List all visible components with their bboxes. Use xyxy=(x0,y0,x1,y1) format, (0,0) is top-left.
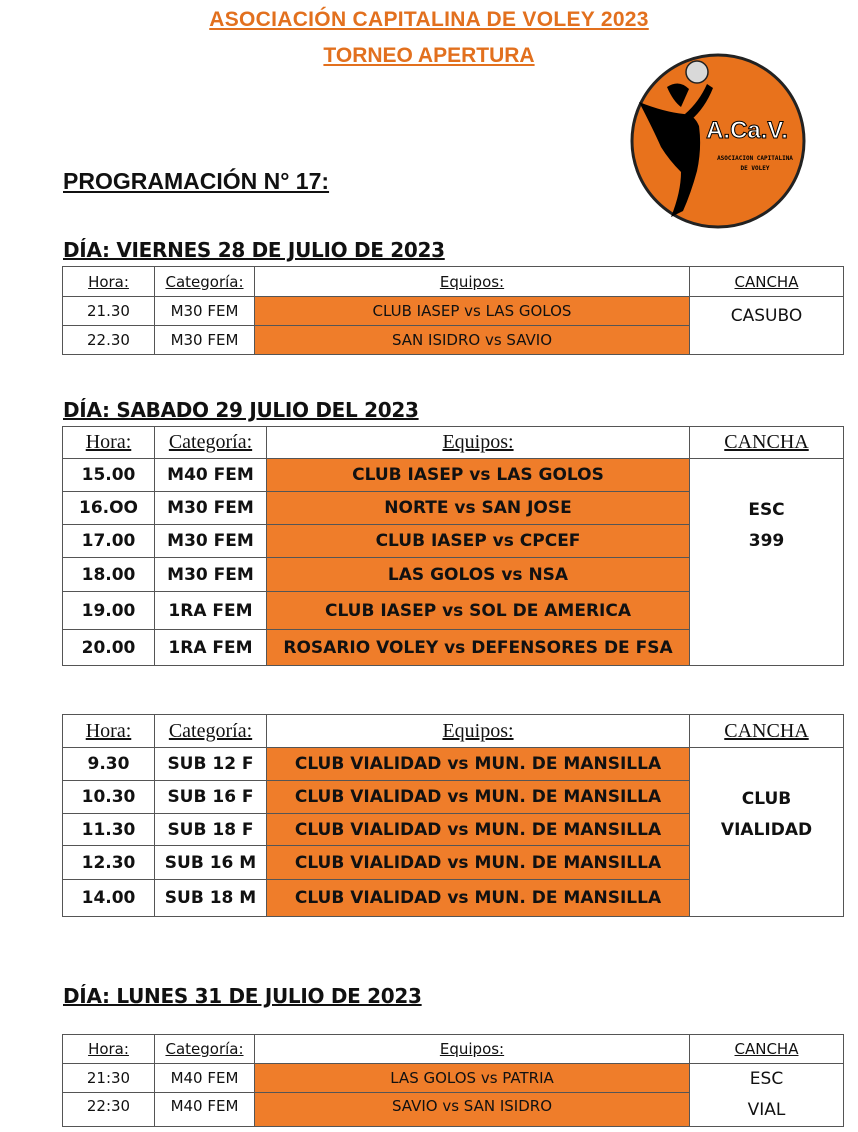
col-cancha: CANCHA xyxy=(690,427,844,459)
table-row xyxy=(63,748,844,781)
programacion-heading: PROGRAMACIÓN N° 17: xyxy=(63,168,330,194)
equipos-cell: LAS GOLOS vs PATRIA xyxy=(255,1064,690,1093)
cancha-line: VIAL xyxy=(747,1100,786,1120)
day-heading-lunes: DÍA: LUNES 31 DE JULIO DE 2023 xyxy=(63,984,422,1008)
col-equipos: Equipos: xyxy=(255,1035,690,1064)
col-categoria: Categoría: xyxy=(155,267,255,297)
categoria-cell: M30 FEM xyxy=(155,558,267,592)
equipos-cell: CLUB VIALIDAD vs MUN. DE MANSILLA xyxy=(267,846,690,880)
hora-cell: 15.00 xyxy=(63,459,155,492)
col-equipos: Equipos: xyxy=(267,427,690,459)
categoria-cell: M30 FEM xyxy=(155,492,267,525)
cancha-cell xyxy=(690,459,844,666)
hora-cell: 19.00 xyxy=(63,592,155,630)
schedule-table-viernes xyxy=(62,266,844,355)
schedule-table-lunes xyxy=(62,1034,844,1127)
col-cancha: CANCHA xyxy=(690,715,844,748)
col-hora: Hora: xyxy=(63,715,155,748)
col-cancha: CANCHA xyxy=(690,267,844,297)
hora-cell: 11.30 xyxy=(63,814,155,846)
hora-cell: 20.00 xyxy=(63,630,155,666)
col-categoria: Categoría: xyxy=(155,715,267,748)
hora-cell: 21.30 xyxy=(63,297,155,326)
table-row xyxy=(63,297,844,326)
categoria-cell: M40 FEM xyxy=(155,459,267,492)
cancha-cell xyxy=(690,297,844,355)
hora-cell: 21:30 xyxy=(63,1064,155,1093)
categoria-cell: 1RA FEM xyxy=(155,592,267,630)
equipos-cell: CLUB IASEP vs LAS GOLOS xyxy=(255,297,690,326)
logo-caption-2: DE VOLEY xyxy=(740,165,770,172)
header-title: ASOCIACIÓN CAPITALINA DE VOLEY 2023 xyxy=(209,8,649,31)
logo-caption-1: ASOCIACION CAPITALINA xyxy=(717,155,793,162)
cancha-line: CLUB xyxy=(741,789,792,809)
cancha-line: 399 xyxy=(748,531,785,551)
equipos-cell: SAN ISIDRO vs SAVIO xyxy=(255,326,690,355)
categoria-cell: SUB 16 F xyxy=(155,781,267,814)
equipos-cell: NORTE vs SAN JOSE xyxy=(267,492,690,525)
cancha-cell xyxy=(690,748,844,917)
schedule-table-vialidad xyxy=(62,714,844,917)
hora-cell: 9.30 xyxy=(63,748,155,781)
cancha-line: CASUBO xyxy=(730,306,803,326)
col-hora: Hora: xyxy=(63,1035,155,1064)
hora-cell: 22.30 xyxy=(63,326,155,355)
col-equipos: Equipos: xyxy=(267,715,690,748)
equipos-cell: CLUB IASEP vs SOL DE AMERICA xyxy=(267,592,690,630)
equipos-cell: CLUB VIALIDAD vs MUN. DE MANSILLA xyxy=(267,781,690,814)
categoria-cell: SUB 12 F xyxy=(155,748,267,781)
equipos-cell: CLUB VIALIDAD vs MUN. DE MANSILLA xyxy=(267,748,690,781)
col-categoria: Categoría: xyxy=(155,427,267,459)
categoria-cell: M40 FEM xyxy=(155,1064,255,1093)
hora-cell: 10.30 xyxy=(63,781,155,814)
cancha-line: VIALIDAD xyxy=(720,820,813,840)
cancha-line: ESC xyxy=(749,1069,784,1089)
categoria-cell: M30 FEM xyxy=(155,326,255,355)
equipos-cell: CLUB VIALIDAD vs MUN. DE MANSILLA xyxy=(267,880,690,917)
hora-cell: 12.30 xyxy=(63,846,155,880)
table-row xyxy=(63,459,844,492)
equipos-cell: CLUB VIALIDAD vs MUN. DE MANSILLA xyxy=(267,814,690,846)
categoria-cell: M30 FEM xyxy=(155,297,255,326)
equipos-cell: CLUB IASEP vs LAS GOLOS xyxy=(267,459,690,492)
equipos-cell: LAS GOLOS vs NSA xyxy=(267,558,690,592)
schedule-table-sabado xyxy=(62,426,844,666)
equipos-cell: CLUB IASEP vs CPCEF xyxy=(267,525,690,558)
hora-cell: 22:30 xyxy=(63,1093,155,1127)
col-hora: Hora: xyxy=(63,267,155,297)
header-subtitle: TORNEO APERTURA xyxy=(323,44,535,67)
hora-cell: 18.00 xyxy=(63,558,155,592)
col-hora: Hora: xyxy=(63,427,155,459)
equipos-cell: SAVIO vs SAN ISIDRO xyxy=(255,1093,690,1127)
categoria-cell: M30 FEM xyxy=(155,525,267,558)
categoria-cell: SUB 18 M xyxy=(155,880,267,917)
cancha-cell xyxy=(690,1064,844,1127)
acav-logo xyxy=(627,52,809,230)
equipos-cell: ROSARIO VOLEY vs DEFENSORES DE FSA xyxy=(267,630,690,666)
day-heading-viernes: DÍA: VIERNES 28 DE JULIO DE 2023 xyxy=(63,238,445,262)
categoria-cell: 1RA FEM xyxy=(155,630,267,666)
hora-cell: 17.00 xyxy=(63,525,155,558)
col-cancha: CANCHA xyxy=(690,1035,844,1064)
hora-cell: 16.OO xyxy=(63,492,155,525)
categoria-cell: SUB 18 F xyxy=(155,814,267,846)
cancha-line: ESC xyxy=(748,500,785,520)
logo-initials: A.Ca.V. xyxy=(706,117,788,144)
categoria-cell: M40 FEM xyxy=(155,1093,255,1127)
col-equipos: Equipos: xyxy=(255,267,690,297)
day-heading-sabado: DÍA: SABADO 29 JULIO DEL 2023 xyxy=(63,398,419,422)
categoria-cell: SUB 16 M xyxy=(155,846,267,880)
hora-cell: 14.00 xyxy=(63,880,155,917)
col-categoria: Categoría: xyxy=(155,1035,255,1064)
table-row xyxy=(63,1064,844,1093)
